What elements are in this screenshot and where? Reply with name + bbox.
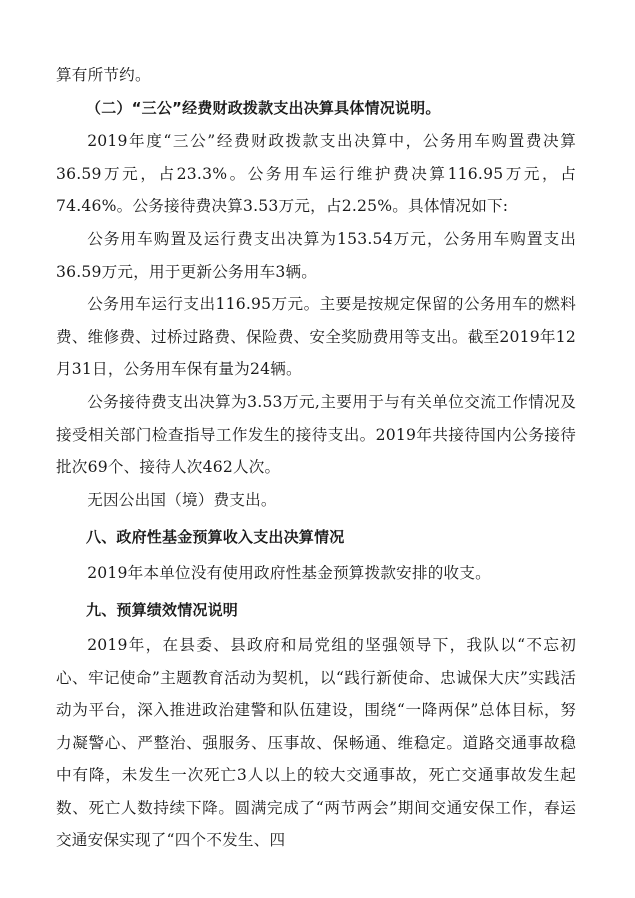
paragraph-vehicle-purchase: 公务用车购置及运行费支出决算为153.54万元，公务用车购置支出36.59万元，用于更新公务用车3辆。	[56, 230, 576, 281]
paragraph-government-fund: 2019年本单位没有使用政府性基金预算拨款安排的收支。	[87, 564, 491, 582]
paragraph-performance-details: 2019年，在县委、县政府和局党组的坚强领导下，我队以“不忘初心、牢记使命”主题教育活动为契机，以“践行新使命、忠诚保大庆”实践活动为平台，深入推进政治建警和队伍建设，围绕“一降两保”总体目标，努力凝警心、严整治、强服务、压事故、保畅通、维稳定。道路交通事故稳中有降，未发生一次死亡3人以上的较大交通事故，死亡交通事故发生起数、死亡人数持续下降。圆满完成了“两节两会”期间交通安保工作，春运交通安保实现了“四个不发生、四	[56, 636, 576, 849]
section-heading-government-fund: 八、政府性基金预算收入支出决算情况	[86, 528, 345, 546]
section-heading-three-public-expenses: （二）“三公”经费财政拨款支出决算具体情况说明。	[86, 99, 441, 117]
paragraph-reception-expenses: 公务接待费支出决算为3.53万元,主要用于与有关单位交流工作情况及接受相关部门检查指导工作发生的接待支出。2019年共接待国内公务接待批次69个、接待人次462人次。	[56, 393, 576, 476]
paragraph-vehicle-operation: 公务用车运行支出116.95万元。主要是按规定保留的公务用车的燃料费、维修费、过桥过路费、保险费、安全奖励费用等支出。截至2019年12月31日，公务用车保有量为24辆。	[56, 295, 576, 378]
section-heading-performance: 九、预算绩效情况说明	[86, 601, 239, 619]
paragraph-no-overseas-travel: 无因公出国（境）费支出。	[87, 491, 277, 509]
paragraph-three-public-summary: 2019年度“三公”经费财政拨款支出决算中，公务用车购置费决算36.59万元，占23.3%。公务用车运行维护费决算116.95万元，占74.46%。公务接待费决算3.53万元，占2.25%。具体情况如下:	[56, 132, 576, 215]
paragraph-continuation: 算有所节约。	[56, 66, 151, 84]
